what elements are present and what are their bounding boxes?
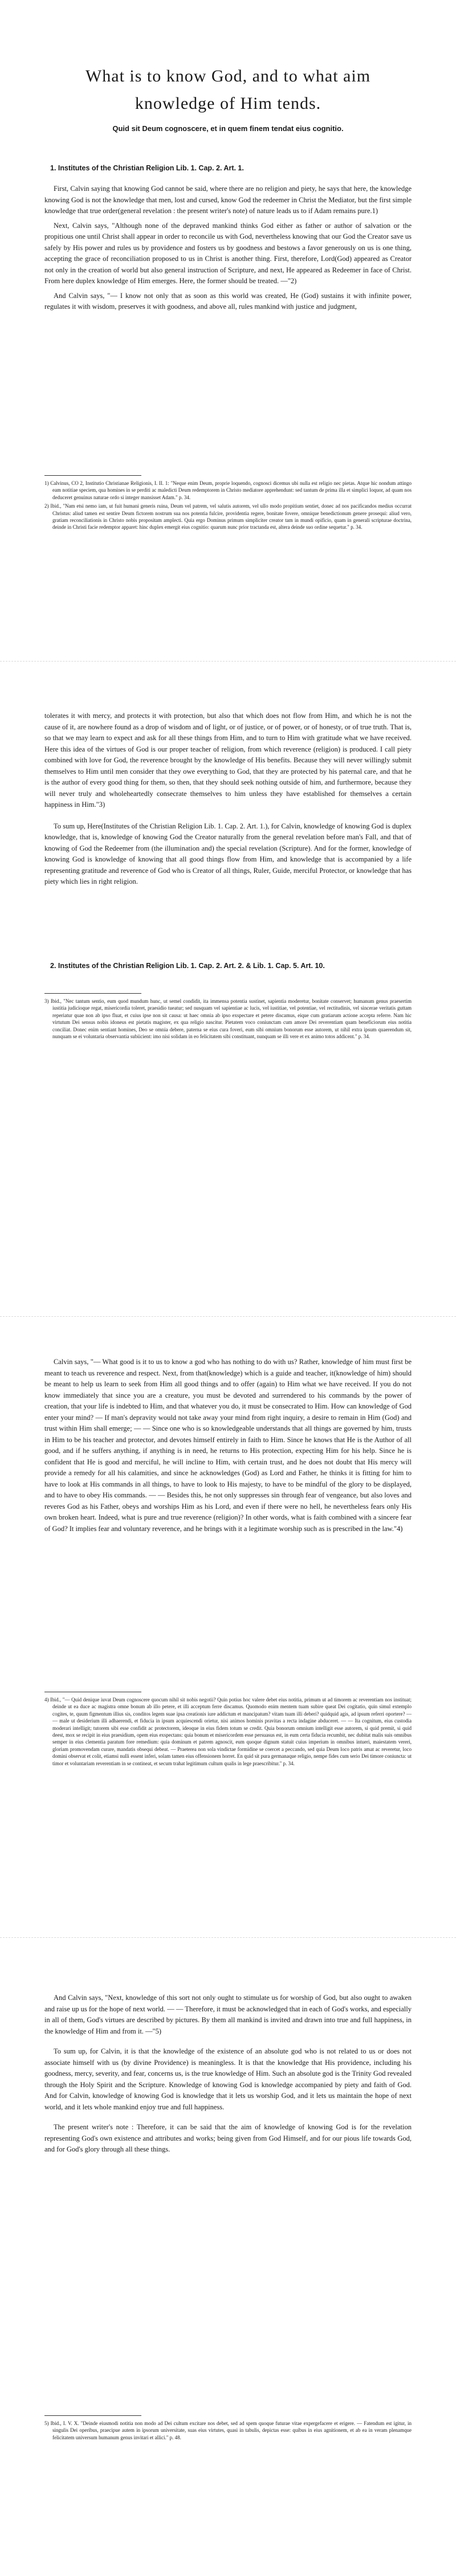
section-heading-2: 2. Institutes of the Christian Religion Lib. 1. Cap. 2. Art. 2. & Lib. 1. Cap. 5. Art. 10. xyxy=(50,962,325,970)
body-text-page-1 xyxy=(44,183,412,316)
footnotes-page-1 xyxy=(44,480,412,533)
section-heading-1: 1. Institutes of the Christian Religion Lib. 1. Cap. 2. Art. 1. xyxy=(50,164,244,172)
footnote-5: 5) Ibid., I. V. X. "Deinde eiusmodi notitia non modo ad Dei cultum excitare nos debet, sed ad spem quoque futurae vitae expergefacere et erigere. — Fatendum est igitur, in singulis Dei operibus, praecipue autem in ipsorum universitate, suas eius virtutes, quasi in tabulis, depictas esse: quibus in eius agnitionem, et ab ea in veram plenamque felicitatem universum humanum genus invitari et allici." p. 48. xyxy=(44,2420,412,2440)
footnote-divider xyxy=(44,993,141,994)
paragraph-1: First, Calvin saying that knowing God cannot be said, where there are no religion and piety, he says that here, the knowledge knowing God is not the knowledge that men, lost and cursed, know God the redeemer in Christ the Mediator, but the first simple knowledge that true order(general revelation : the present writer's note) of nature leads us to if Adam remains pure.1) xyxy=(44,185,412,215)
paragraph-2: Next, Calvin says, "Although none of the depraved mankind thinks God either as father or author of salvation or the propitious one until Christ shall appear in order to reconcile us with God, nevertheless knowing that our God the Creator save us safely by His power and rules us by providence and fosters us by goodness and bestows a favor generously on us is one thing, accepting the grace of reconciliation proposed to us in Christ is another thing. First, therefore, Lord(God) appeared as Creator not only in the creation of world but also general instruction of Scripture, and next, He appeared as Redeemer in face of Christ. From here duplex knowledge of Him emerges. Here, the former should be treated. —"2) xyxy=(44,221,412,285)
page-1 xyxy=(0,0,456,661)
footnote-divider xyxy=(44,2415,141,2416)
paragraph-5: To sum up, Here(Institutes of the Christian Religion Lib. 1. Cap. 2. Art. 1.), for Calvin, knowledge of knowing God is duplex knowledge, that is, knowledge of knowing God the Creator naturally from the general revelation before man's Fall, and that of knowing of God the Redeemer from (the illumination and) the special revelation (Scripture). And for the former, knowledge of knowing God is knowledge of knowing that all good things flow from Him, and knowledge that is accompanied by a life representing gratitude and reverence of God who is Creator of all things, Ruler, Guide, merciful Protector, or knowledge that has piety which lies in right religion. xyxy=(44,822,412,885)
footnotes-page-2 xyxy=(44,998,412,1042)
paragraph-4: tolerates it with mercy, and protects it with protection, but also that which does not flow from Him, and which he is not the cause of it, are nowhere found as a drop of wisdom and of light, or of justice, or of power, or of honesty, or of true truth. That is, so that we may learn to expect and ask for all these things from Him, and to turn to Him with gratitude what we have received. Here this idea of the virtues of God is our proper teacher of religion, from which reverence (religion) is produced. I call piety combined with love for God, the reverence brought by the knowledge of His benefits. Because they will never willingly submit themselves to Him until men consider that they owe everything to God, that they are protected by his paternal care, and that he is the author of every good thing for them, so then, that they should seek nothing outside of him, and furthermore, because they will never truly and wholeheartedly consecrate themselves to him unless they have established for themselves a certain happiness in Him."3) xyxy=(44,712,412,809)
paragraph-7: And Calvin says, "Next, knowledge of this sort not only ought to stimulate us for worship of God, but also ought to awaken and raise up us for the hope of next world. — — Therefore, it must be acknowledged that in each of God's works, and especially in all of them, God's virtues are described by pictures. By them all mankind is invited and drawn into true and full happiness, in the knowledge of Him and from it. —"5) xyxy=(44,1994,412,2035)
page-title: What is to know God, and to what aim knowledge of Him tends. xyxy=(85,67,371,113)
latin-subtitle: Quid sit Deum cognoscere, et in quem finem tendat eius cognitio. xyxy=(112,124,344,133)
footnote-divider xyxy=(44,475,141,476)
body-text-page-4 xyxy=(44,1993,412,2159)
page-2 xyxy=(0,661,456,1317)
footnotes-page-3 xyxy=(44,1696,412,1769)
footnote-2: 2) Ibid., "Nam etsi nemo iam, ut fuit humani generis ruina, Deum vel patrem, vel salutis autorem, vel ullo modo propitium sentiet, donec ad nos pacificandos medius occurrat Christus: aliud tamen est sentire Deum fictorem nostrum sua nos potentia fulcire, providentia regere, bonitate fovere, omnique benedictionum genere prosequi: aliud vero, gratiam reconciliationis in Christo nobis propositam amplecti. Quia ergo Dominus primum simpliciter creator tam in mundi opificio, quam in generali scripturae doctrina, deinde in Christi facie redemptor apparet: hinc duplex emergit eius cognitio: quarum nunc prior tractanda est, altera deinde suo ordine sequetur." p. 34. xyxy=(44,503,412,530)
body-text-page-2 xyxy=(44,711,412,891)
body-text-page-3 xyxy=(44,1357,412,1538)
page-4 xyxy=(0,1937,456,2576)
footnote-4: 4) Ibid., "— Quid denique iuvat Deum cognoscere quocum nihil sit nobis negotii? Quin potius hoc valere debet eius notitia, primum ut ad timorem ac reverentiam nos instituat; deinde ut ea duce ac magistra omne bonum ab illo petere, et illi acceptum ferre discamus. Quomodo enim mentem tuam subire queat Dei cogitatio, quin simul extemplo cogites, te, quum figmentum illius sis, conditos legem suae ipsa creationis iure addictum et mancipatum? vitam tuam illi deberi? quidquid agis, ad ipsum referri oportere? — — male ut desiderium illi adhaerendi, et fiducia in ipsum acquiescendi orietur, nisi animos hominis pravitas a recta indagine abduceret. — — Ita cognitum, eius custodia moderari intelligit; tutorem sibi esse confidit ac protectorem, ideoque in eius fidem totum se credit. Quia bonorum omnium intelligit esse autorem, si quid premit, si quid deest, mox se recipit in eius praesidium, opem eius exspectans: quia bonum et misericordem esse persuasus est, in eum certa fiducia recumbit, nec dubitat malis suis omnibus semper in eius clementia paratum fore remedium: quia dominum et patrem agnoscit, eum quoque dignum statuit cuius imperium in omnibus intueri, maiestatem vereri, gloriam promovendam curare, mandatis obsequi debeat. — Praeterea non sola vindictae formidine se coercet a peccando, sed quia Deum loco patris amat ac reveretur, loco domini observat et colit, etiamsi nulli essent inferi, solam tamen eius offensionem horret. En quid sit pura germanaque religio, nempe fides cum serio Dei timore coniuncta: ut timor et voluntariam reverentiam in se contineat, et secum trahat legitimum cultum qualis in lege praescribitur." p. 34. xyxy=(44,1697,412,1766)
footnote-1: 1) Calvinus, CO 2, Institutio Christianae Religionis, I. II. 1: "Neque enim Deum, proprie loquendo, cognosci dicemus ubi nulla est religio nec pietas. Atque hic nondum attingo eam notitiae speciem, qua homines in se perditi ac maledicti Deum redemptorem in Christo mediatore apprehendunt: sed tantum de prima illa et simplici loquor, ad quam nos deduceret genuinus naturae ordo si integer mansisset Adam." p. 34. xyxy=(44,480,412,500)
paragraph-9: The present writer's note : Therefore, it can be said that the aim of knowledge of knowing God is for the revelation representing God's own existence and attributes and works; being given from God Himself, and for our pious life towards God, and for God's glory through all these things. xyxy=(44,2123,412,2153)
page-3 xyxy=(0,1316,456,1938)
paragraph-8: To sum up, for Calvin, it is that the knowledge of the existence of an absolute god who is not related to us or does not associate himself with us (by divine Providence) is meaningless. It is that the knowledge that His providence, including his goodness, mercy, severity, and fear, concerns us, is the true knowledge of Him. Such an absolute god is the Trinity God revealed through the Holy Spirit and the Scripture. Knowledge of knowing God is knowledge accompanied by piety and faith of God. And for Calvin, knowledge of knowing God is knowledge that it lets us worship God, and it lets us maintain the hope of next world, and it lets whole mankind enjoy true and full happiness. xyxy=(44,2047,412,2111)
paragraph-3: And Calvin says, "— I know not only that as soon as this world was created, He (God) sustains it with infinite power, regulates it with wisdom, preserves it with goodness, and above all, rules mankind with justice and judgment, xyxy=(44,291,412,311)
paragraph-6: Calvin says, "— What good is it to us to know a god who has nothing to do with us? Rather, knowledge of him must first be meant to teach us reverence and respect. Next, from that(knowledge) which is a guide and teacher, it(knowledge of him) should be meant to help us learn to seek from Him all good things and to offer (again) to Him what we have received. If you do not know immediately that since you are a creature, you must be devoted and surrendered to his commands by the power of creation, that your life is indebted to Him, and that whatever you do, it must be consecrated to Him. How can knowledge of God enter your mind? — If man's depravity would not take away your mind from right inquiry, a desire to remain in Him (God) and trust within Him shall emerge; — — Since one who is so knowledgeable understands that all things are governed by him, trusts in Him to be his teacher and protector, and devotes himself entirely in faith to Him. Since he knows that He is the Author of all good, and if he suffers anything, if anything is in need, he returns to His protection, expecting Him for his help. Since he is confident that He is good and merciful, he will incline to Him, with certain trust, and he does not doubt that His mercy will provide a remedy for all his calamities, and since he acknowledges (God) as Lord and Father, he thinks it is fitting for him to have to look at His commands in all things, to have to look to His majesty, to have to be mindful of the glory to be displayed, and to have to obey His commands. — — Besides this, he not only suppresses sin through fear of vengeance, but also loves and reveres God as his Father, obeys and worships Him as his Lord, and even if there were no hell, he nevertheless fears only His own broken heart. Indeed, what is pure and true reverence (religion)? In other words, what is faith combined with a sincere fear of God? It implies fear and voluntary reverence, and he brings with it a legitimate worship such as is prescribed in the law."4) xyxy=(44,1358,412,1533)
footnote-3: 3) Ibid., "Nec tantum sentio, eum quod mundum hunc, ut semel condidit, ita immensa potentia sustinet, sapientia moderetur, bonitate conservet; humanum genus praesertim iustitia judicioque regat, misericordia toleret, praesidio tueatur; sed nusquam vel sapientiae ac lucis, vel iustitiae, vel potentiae, vel rectitudinis, vel sincerae veritatis guttam reperiatur quae non ab ipso fluat, et cuius ipse non sit causa: ut haec omnia ab ipso exspectare et petere discamus, eique cum gratiarum actione accepta referre. Nam hic virtutum Dei sensus nobis idoneus est pietatis magister, ex qua religio nascitur. Pietatem voco coniunctam cum amore Dei reverentiam quam beneficiorum eius notitia conciliat. Donec enim sentiant homines, Deo se omnia debere, paterna se eius cura foveri, eum sibi omnium bonorum esse autorem, ut nihil extra ipsum quaerendum sit, nunquam se ei voluntaria observantia subiicient: imo nisi solidam in eo felicitatem sibi constituant, nunquam se illi vere et ex animo totos addicent." p. 34. xyxy=(44,998,412,1040)
footnotes-page-4 xyxy=(44,2420,412,2443)
